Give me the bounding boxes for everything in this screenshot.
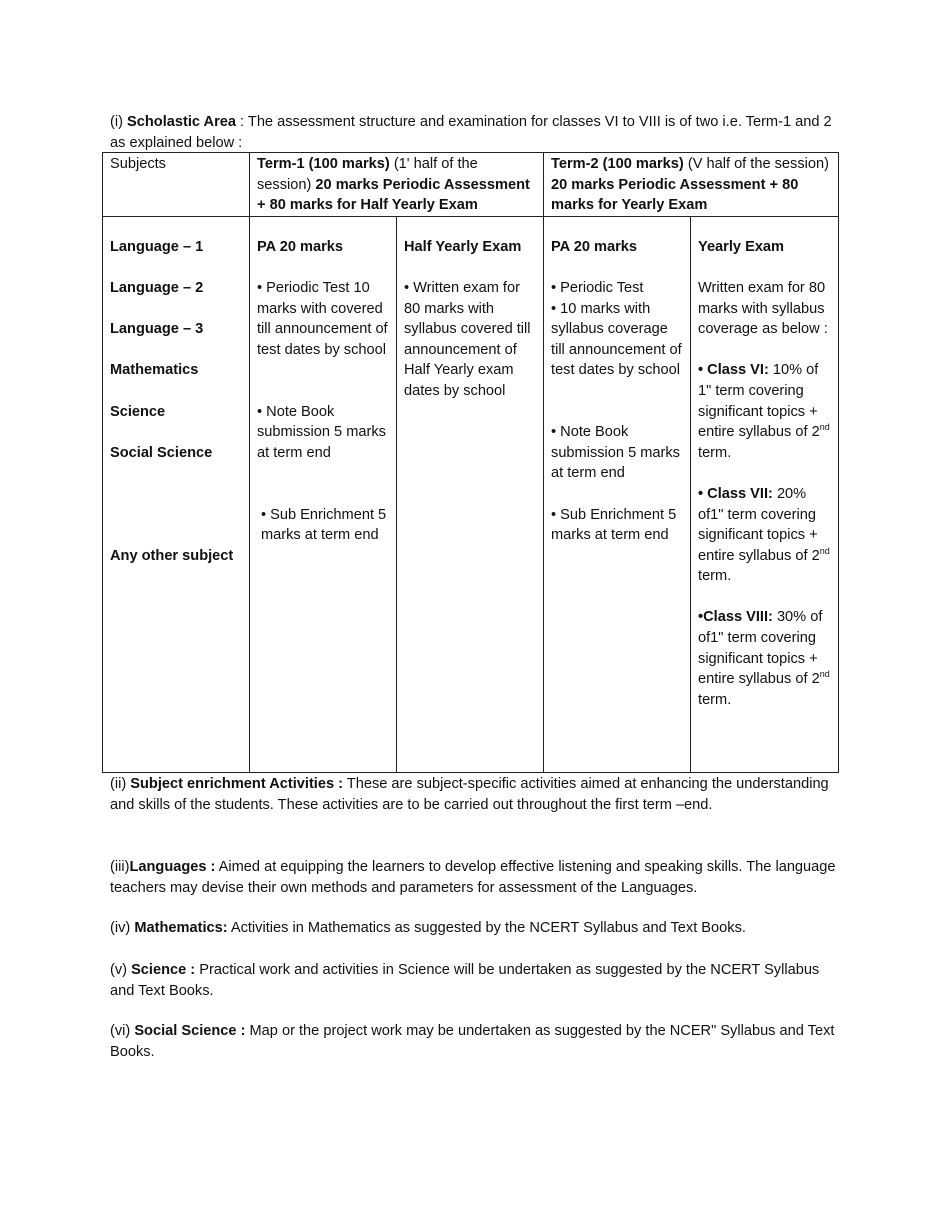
subject-any-other: Any other subject [110,547,234,564]
yearly-class-vi: • Class VI: 10% of 1" term covering significant topics + entire syllabus of 2nd term. [698,362,830,461]
subject-language-2: Language – 2 [110,279,204,296]
term2-pa-cell [544,216,691,772]
half-yearly-title: Half Yearly Exam [404,238,522,255]
paragraph-mathematics: (iv) Mathematics: Activities in Mathematics as suggested by the NCERT Syllabus and Text Books. [110,920,746,936]
term2-sub-enrichment: • Sub Enrichment 5 marks at term end [551,506,677,544]
yearly-exam-cell [691,216,839,772]
assessment-table [102,152,839,773]
subject-social-science: Social Science [110,444,213,461]
subject-language-3: Language – 3 [110,321,204,338]
paragraph-languages: (iii)Languages : Aimed at equipping the learners to develop effective listening and speaking skills. The language teachers may devise their own methods and parameters for assessment of the Languages. [110,859,836,896]
yearly-intro: Written exam for 80 marks with syllabus coverage as below : [698,279,828,338]
subject-language-1: Language – 1 [110,238,204,255]
table-body-row [103,216,839,772]
intro-prefix: (i) [110,114,128,130]
header-term-1: Term-1 (100 marks) (1' half of the session) 20 marks Periodic Assessment + 80 marks for Half Yearly Exam [250,153,544,217]
term2-ten-marks: • 10 marks with syllabus coverage till announcement of test dates by school [551,300,682,379]
term1-pa-cell [250,216,397,772]
term1-note-book: • Note Book submission 5 marks at term end [257,403,386,461]
term1-periodic-test: • Periodic Test 10 marks with covered till announcement of test dates by school [257,279,388,358]
term1-pa-title: PA 20 marks [257,238,343,255]
term2-pa-title: PA 20 marks [551,238,638,255]
subject-science: Science [110,403,166,420]
header-term-2: Term-2 (100 marks) (V half of the session) 20 marks Periodic Assessment + 80 marks for Yearly Exam [544,153,839,217]
term2-note-book: • Note Book submission 5 marks at term end [551,424,680,482]
yearly-exam-title: Yearly Exam [698,238,785,255]
paragraph-science: (v) Science : Practical work and activities in Science will be undertaken as suggested by the NCERT Syllabus and Text Books. [110,962,820,999]
paragraph-social-science: (vi) Social Science : Map or the project work may be undertaken as suggested by the NCER" Syllabus and Text Books. [110,1023,835,1060]
table-header-row [103,153,839,217]
header-subjects: Subjects [103,153,250,217]
paragraph-subject-enrichment: (ii) Subject enrichment Activities : These are subject-specific activities aimed at enhancing the understanding and skills of the students. These activities are to be carried out throughout the first term –end. [110,776,829,813]
yearly-class-vii: • Class VII: 20% of1" term covering significant topics + entire syllabus of 2nd term. [698,485,830,585]
term1-sub-enrichment: • Sub Enrichment 5 marks at term end [261,506,387,544]
subject-mathematics: Mathematics [110,362,199,379]
half-yearly-written-exam: • Written exam for 80 marks with syllabus covered till announcement of Half Yearly exam dates by school [404,279,531,399]
scholastic-area-intro [110,112,840,153]
yearly-class-viii: •Class VIII: 30% of of1" term covering significant topics + entire syllabus of 2nd term. [698,609,830,708]
half-yearly-cell [397,216,544,772]
subjects-cell [103,216,250,772]
term2-periodic-test: • Periodic Test [551,279,644,296]
intro-text: : The assessment structure and examination for classes VI to VIII is of two i.e. Term-1 and 2 as explained below : [110,114,832,151]
intro-heading: Scholastic Area [127,114,236,130]
